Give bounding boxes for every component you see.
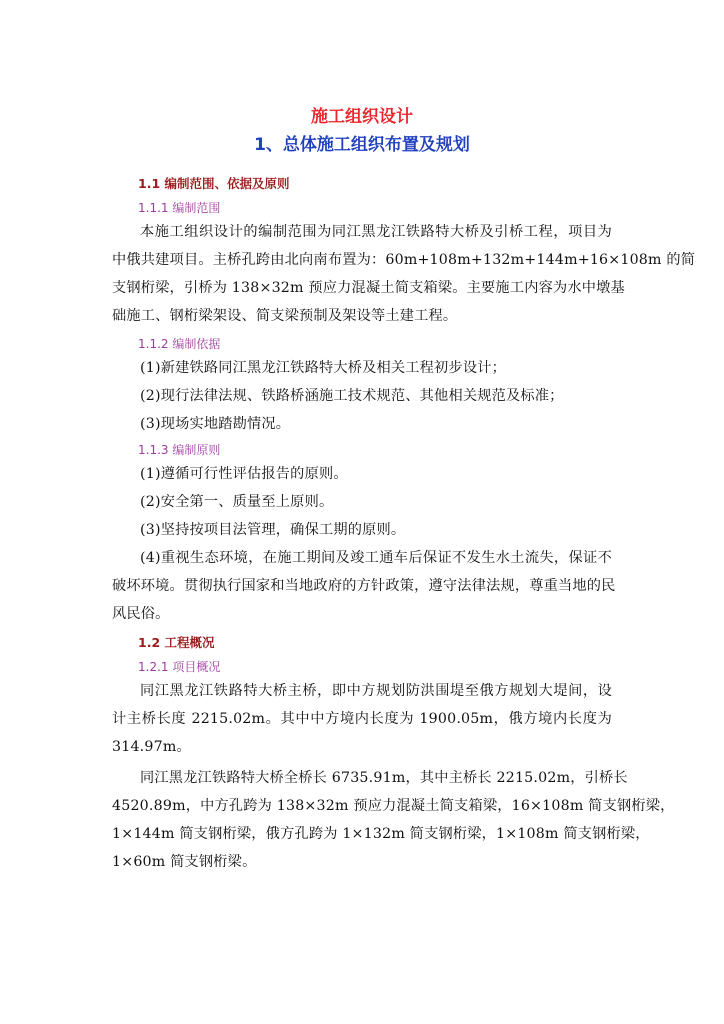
section-heading-1-1-2: 1.1.2 编制依据: [138, 337, 221, 351]
list-item: (3)现场实地踏勘情况。: [140, 416, 291, 432]
paragraph-line: 314.97m。: [112, 739, 191, 755]
paragraph-line: 1×60m 简支钢桁梁。: [112, 854, 257, 870]
paragraph-line: 同江黑龙江铁路特大桥主桥，即中方规划防洪围堤至俄方规划大堤间，设: [140, 683, 612, 699]
document-title: 施工组织设计: [311, 107, 413, 127]
list-item: (2)现行法律法规、铁路桥涵施工技术规范、其他相关规范及标准；: [140, 388, 564, 404]
paragraph-line: 支钢桁梁，引桥为 138×32m 预应力混凝土简支箱梁。主要施工内容为水中墩基: [112, 280, 625, 296]
paragraph-line: 本施工组织设计的编制范围为同江黑龙江铁路特大桥及引桥工程，项目为: [140, 224, 612, 240]
paragraph-line: 中俄共建项目。主桥孔跨由北向南布置为：60m+108m+132m+144m+16×108m 的简: [112, 252, 696, 268]
paragraph-line: 破坏环境。贯彻执行国家和当地政府的方针政策，遵守法律法规，尊重当地的民: [112, 578, 616, 594]
section-heading-1-2-1: 1.2.1 项目概况: [138, 660, 221, 674]
list-item: (4)重视生态环境，在施工期间及竣工通车后保证不发生水土流失，保证不: [140, 550, 612, 566]
section-heading-1-1-3: 1.1.3 编制原则: [138, 443, 221, 457]
list-item: (2)安全第一、质量至上原则。: [140, 494, 334, 510]
paragraph-line: 础施工、钢桁梁架设、简支梁预制及架设等土建工程。: [112, 308, 458, 324]
paragraph-line: 同江黑龙江铁路特大桥全桥长 6735.91m，其中主桥长 2215.02m，引桥长: [140, 770, 628, 786]
paragraph-line: 1×144m 简支钢桁梁，俄方孔跨为 1×132m 简支钢桁梁，1×108m 简支钢桁梁，: [112, 826, 650, 842]
document-subtitle: 1、总体施工组织布置及规划: [254, 135, 470, 155]
paragraph-line: 计主桥长度 2215.02m。其中中方境内长度为 1900.05m，俄方境内长度为: [112, 711, 612, 727]
section-heading-1-2: 1.2 工程概况: [138, 635, 215, 650]
section-heading-1-1-1: 1.1.1 编制范围: [138, 201, 221, 215]
list-item: (1)遵循可行性评估报告的原则。: [140, 466, 348, 482]
list-item: (1)新建铁路同江黑龙江铁路特大桥及相关工程初步设计；: [140, 360, 506, 376]
paragraph-line: 4520.89m，中方孔跨为 138×32m 预应力混凝土简支箱梁，16×108m 简支钢桁梁，: [112, 798, 675, 814]
paragraph-line: 风民俗。: [112, 606, 170, 622]
list-item: (3)坚持按项目法管理，确保工期的原则。: [140, 522, 406, 538]
section-heading-1-1: 1.1 编制范围、依据及原则: [138, 176, 290, 191]
